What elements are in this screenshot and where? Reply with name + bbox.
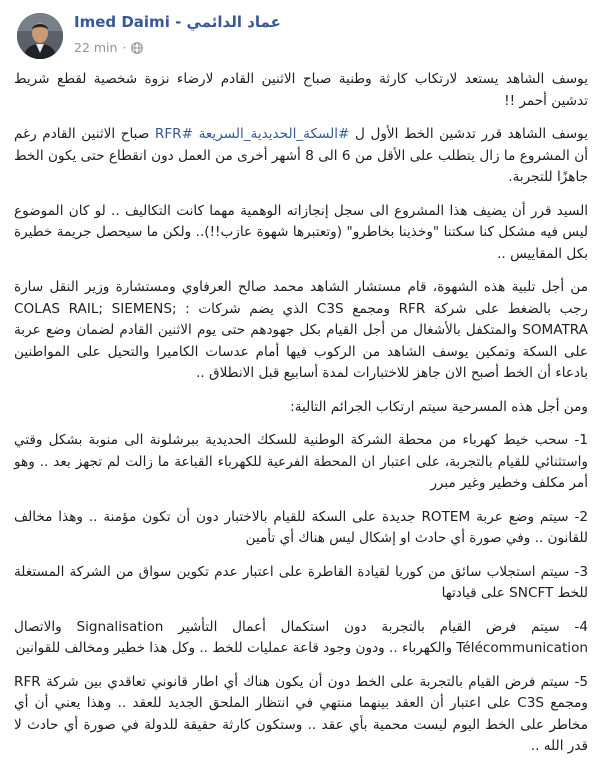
- paragraph-2-start: يوسف الشاهد قرر تدشين الخط الأول ل: [349, 126, 588, 142]
- post-paragraph-10: 5- سيتم فرض القيام بالتجربة على الخط دون أن يكون هناك أي اطار قانوني تعاقدي بين شركة RFR ومجمع C3S على اعتبار أن العقد بينهما منتهي في انتظار الملحق الجديد للعقد .. وهذا يعني أن أي مخاطر على الخط اليوم ليست محمية بأي عقد .. وستكون كارثة حقيقة للدولة في صورة أي حادث لا قدر الله ..: [14, 673, 588, 754]
- post-paragraph-2: [14, 124, 588, 189]
- globe-icon[interactable]: [131, 42, 143, 54]
- hashtag-high-speed-railway[interactable]: #السكة_الحديدية_السريعة: [198, 126, 350, 142]
- author-name-latin: Imed Daimi: [74, 13, 170, 31]
- post-paragraph-8: 3- سيتم استجلاب سائق من كوريا لقيادة القاطرة على اعتبار عدم تكوين سواق من الشركة المستغلة للخط SNCFT على قيادتها: [14, 563, 588, 601]
- author-avatar[interactable]: [17, 13, 63, 59]
- paragraph-2-end: صباح الاثنين القادم رغم أن المشروع ما زال يتطلب على الأقل من 6 الى 8 أشهر أخرى من العمل دون انقطاع حتى يكون الخط جاهزًا للتجربة.: [14, 126, 588, 185]
- post-paragraph-7: 2- سيتم وضع عربة ROTEM جديدة على السكة للقيام بالاختبار دون أن تكون مؤمنة .. وهذا مخالف للقانون .. وفي صورة أي حادث او إشكال ليس هناك أي تأمين: [14, 508, 589, 546]
- author-name-arabic: عماد الدائمي: [186, 13, 281, 31]
- post-paragraph-4: من أجل تلبية هذه الشهوة، قام مستشار الشاهد محمد صالح العرفاوي ومستشارة وزير النقل سارة رجب بالضغط على شركة RFR ومجمع C3S الذي يضم شركات : COLAS RAIL; SIEMENS; SOMATRA والمتكفل بالأشغال من أجل القيام بكل جهودهم حتى يوم الاثنين القادم لضمان وضع عربة على السكة وتمكين يوسف الشاهد من الركوب فيها أمام عدسات الكاميرا والتحيل على المواطنين بادعاء أن الخط أصبح الان جاهز للاختبارات لمدة أسابيع قبل الانطلاق ..: [14, 279, 588, 381]
- post-paragraph-1: يوسف الشاهد يستعد لارتكاب كارثة وطنية صباح الاثنين القادم لارضاء نزوة شخصية لقطع شريط تدشين أحمر !!: [14, 71, 588, 109]
- post-meta: [74, 40, 143, 55]
- post-paragraph-9: 4- سيتم فرض القيام بالتجربة دون استكمال أعمال التأشير Signalisation والاتصال Télécommunication والكهرباء .. ودون وجود قاعة عمليات للخط .. وكل هذا خطير ومخالف للقوانين: [14, 618, 588, 656]
- author-name[interactable]: [74, 13, 281, 31]
- post-paragraph-3: السيد قرر أن يضيف هذا المشروع الى سجل إنجازاته الوهمية مهما كانت التكاليف .. لو كان الموضوع ليس فيه مشكل كنا سكتنا "وخذينا بخاطرو" (وتعتبرها شهوة عازب!!).. ولكن ما سيحصل جريمة خطيرة بكل المقاييس ..: [14, 202, 588, 262]
- author-name-separator: -: [175, 13, 182, 31]
- hashtag-rfr[interactable]: #RFR: [154, 126, 193, 142]
- post-timestamp[interactable]: 22 min: [74, 40, 118, 55]
- meta-separator: ·: [122, 40, 127, 55]
- post-paragraph-6: 1- سحب خيط كهرباء من محطة الشركة الوطنية للسكك الحديدية ببرشلونة الى منوبة بشكل وقتي واستثنائي للقيام بالتجربة، على اعتبار ان المحطة الفرعية للكهرباء القباعة ما زالت لم تجهز بعد .. وهو أمر مكلف وخطير وغير مبرر: [14, 432, 588, 491]
- post-body: [14, 69, 588, 770]
- post-header: [0, 0, 601, 72]
- avatar-photo-icon: [17, 13, 63, 59]
- post-paragraph-5: ومن أجل هذه المسرحية سيتم ارتكاب الجرائم التالية:: [290, 398, 588, 415]
